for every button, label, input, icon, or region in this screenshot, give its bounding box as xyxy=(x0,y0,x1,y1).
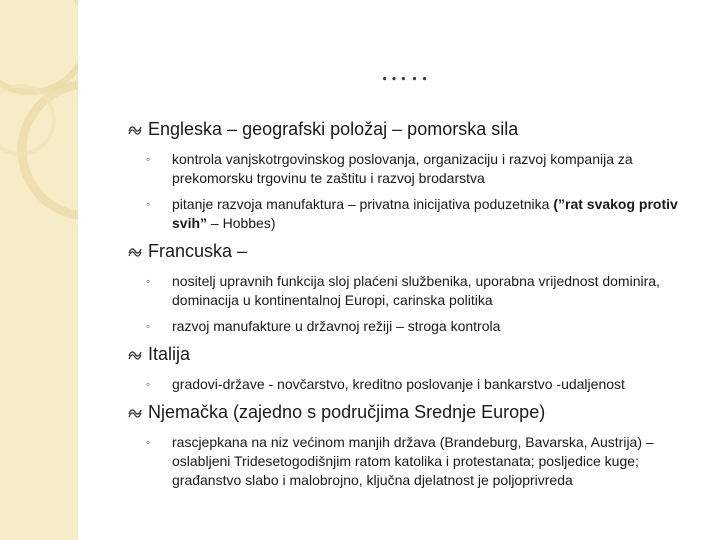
bullet-item xyxy=(146,150,708,188)
decorative-circles xyxy=(0,0,78,540)
wave-icon xyxy=(128,405,142,419)
bullet-tail-text: – Hobbes) xyxy=(207,215,276,231)
decorative-side-band xyxy=(0,0,78,540)
hollow-circle-bullet-icon: ◦ xyxy=(146,197,151,211)
bullet-text: kontrola vanjskotrgovinskog poslovanja, organizaciju i razvoj kompanija za prekomorsku trgovinu te zaštitu i razvoj brodarstva xyxy=(172,151,633,186)
hollow-circle-bullet-icon: ◦ xyxy=(146,377,151,391)
wave-icon xyxy=(128,122,142,136)
bullet-bold-text: (”rat svakog protiv svih” xyxy=(172,196,678,231)
section-heading-italija xyxy=(128,343,708,365)
heading-rest: – geografski položaj – pomorska sila xyxy=(222,119,519,139)
bullet-item xyxy=(146,272,708,310)
bullet-item xyxy=(146,317,708,336)
wave-icon xyxy=(128,244,142,258)
bullet-text: rascjepkana na niz većinom manjih država (Brandeburg, Bavarska, Austrija) – oslabljeni Tridesetogodišnjim ratom katolika i protestanata; posljedice kuge; građanstvo slabo i malobrojno, ključna djelatnost je poljoprivreda xyxy=(172,434,654,488)
bullet-text: gradovi-države - novčarstvo, kreditno poslovanje i bankarstvo -udaljenost xyxy=(172,376,625,392)
bullet-item xyxy=(146,375,708,394)
section-heading-francuska xyxy=(128,240,708,262)
hollow-circle-bullet-icon: ◦ xyxy=(146,274,151,288)
heading-bold: Italija xyxy=(148,344,191,364)
bullet-text: pitanje razvoja manufaktura – privatna inicijativa poduzetnika xyxy=(172,196,554,212)
section-heading-engleska xyxy=(128,118,708,140)
slide-content xyxy=(128,118,708,497)
bullet-text: razvoj manufakture u državnoj režiji – stroga kontrola xyxy=(172,318,501,334)
bullet-item xyxy=(146,433,708,490)
heading-bold: Engleska xyxy=(148,119,223,139)
hollow-circle-bullet-icon: ◦ xyxy=(146,435,151,449)
bullet-item xyxy=(146,195,708,233)
heading-bold: Francuska – xyxy=(148,241,248,261)
bullet-text: nositelj upravnih funkcija sloj plaćeni službenika, uporabna vrijednost dominira, dominacija u kontinentalnoj Europi, carinska politika xyxy=(172,273,660,308)
section-heading-njemacka xyxy=(128,401,708,423)
slide-title: ….. xyxy=(380,56,431,87)
heading-rest: (zajedno s područjima Srednje Europe) xyxy=(228,402,546,422)
hollow-circle-bullet-icon: ◦ xyxy=(146,152,151,166)
hollow-circle-bullet-icon: ◦ xyxy=(146,319,151,333)
wave-icon xyxy=(128,347,142,361)
heading-bold: Njemačka xyxy=(148,402,229,422)
